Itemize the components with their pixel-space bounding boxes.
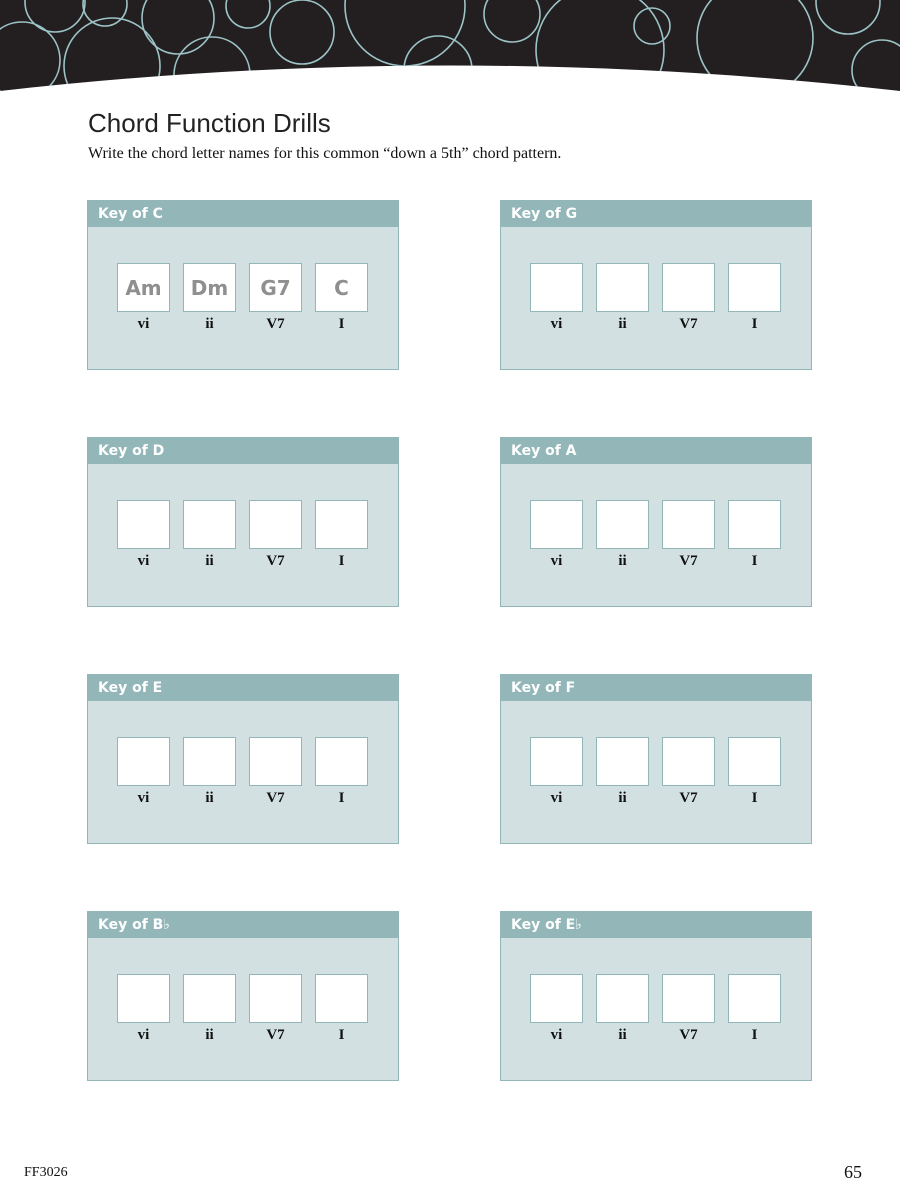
chord-slots	[530, 263, 781, 333]
drill-card-key-e	[87, 674, 399, 844]
chord-answer-box[interactable]	[596, 263, 649, 312]
chord-slot	[728, 737, 781, 807]
chord-answer-box[interactable]	[117, 974, 170, 1023]
function-label: vi	[137, 553, 150, 569]
function-label: vi	[137, 316, 150, 332]
chord-slot	[662, 263, 715, 333]
function-label: ii	[205, 790, 214, 806]
function-label: I	[338, 790, 345, 806]
function-label: vi	[550, 316, 563, 332]
chord-slots	[530, 737, 781, 807]
function-label: V7	[679, 316, 698, 332]
chord-answer-box[interactable]	[728, 500, 781, 549]
chord-answer-box[interactable]	[662, 974, 715, 1023]
function-label: I	[751, 553, 758, 569]
function-label: I	[338, 1027, 345, 1043]
function-label: V7	[266, 1027, 285, 1043]
function-label: ii	[205, 553, 214, 569]
chord-answer-box[interactable]	[249, 737, 302, 786]
chord-answer-box[interactable]	[662, 737, 715, 786]
function-label: V7	[266, 316, 285, 332]
function-label: V7	[266, 553, 285, 569]
chord-slot	[315, 263, 368, 333]
function-label: I	[338, 553, 345, 569]
chord-slots	[117, 737, 368, 807]
chord-slot	[249, 263, 302, 333]
chord-slot	[315, 974, 368, 1044]
chord-answer-box[interactable]	[530, 737, 583, 786]
function-label: ii	[618, 316, 627, 332]
function-label: V7	[266, 790, 285, 806]
function-label: V7	[679, 790, 698, 806]
decorative-header-band	[0, 0, 900, 100]
chord-slot	[662, 500, 715, 570]
chord-answer-box[interactable]	[530, 500, 583, 549]
chord-slots	[117, 263, 368, 333]
chord-slot	[728, 263, 781, 333]
function-label: V7	[679, 553, 698, 569]
chord-answer-box[interactable]	[183, 500, 236, 549]
function-label: vi	[550, 553, 563, 569]
function-label: I	[338, 316, 345, 332]
chord-slot	[530, 974, 583, 1044]
function-label: V7	[679, 1027, 698, 1043]
chord-slot	[530, 263, 583, 333]
function-label: vi	[137, 1027, 150, 1043]
chord-answer-box[interactable]	[249, 500, 302, 549]
chord-slot	[596, 263, 649, 333]
chord-slot	[117, 263, 170, 333]
drill-card-header: Key of C	[88, 201, 398, 227]
chord-answer-box[interactable]	[117, 737, 170, 786]
chord-answer-box[interactable]	[728, 737, 781, 786]
chord-slot	[530, 500, 583, 570]
chord-answer-box[interactable]	[596, 974, 649, 1023]
chord-answer-box[interactable]	[530, 263, 583, 312]
function-label: I	[751, 1027, 758, 1043]
drill-card-header: Key of D	[88, 438, 398, 464]
chord-slots	[530, 500, 781, 570]
chord-slot	[596, 974, 649, 1044]
function-label: ii	[618, 553, 627, 569]
chord-answer-box[interactable]: Am	[117, 263, 170, 312]
chord-slot	[183, 737, 236, 807]
chord-slot	[117, 974, 170, 1044]
drill-card-header: Key of A	[501, 438, 811, 464]
drill-card-key-e-flat	[500, 911, 812, 1081]
function-label: vi	[550, 790, 563, 806]
chord-slot	[596, 737, 649, 807]
function-label: vi	[137, 790, 150, 806]
chord-slot	[728, 500, 781, 570]
chord-answer-box[interactable]	[662, 500, 715, 549]
drill-card-header: Key of B♭	[88, 912, 398, 938]
chord-slot	[183, 974, 236, 1044]
drill-card-header: Key of F	[501, 675, 811, 701]
chord-answer-box[interactable]	[315, 737, 368, 786]
chord-answer-box[interactable]	[315, 500, 368, 549]
chord-slot	[183, 263, 236, 333]
chord-slots	[117, 500, 368, 570]
drill-card-key-g	[500, 200, 812, 370]
drill-card-key-c	[87, 200, 399, 370]
chord-answer-box[interactable]: Dm	[183, 263, 236, 312]
function-label: ii	[618, 1027, 627, 1043]
chord-slots	[530, 974, 781, 1044]
drill-card-key-b-flat	[87, 911, 399, 1081]
drill-card-key-f	[500, 674, 812, 844]
chord-slot	[662, 974, 715, 1044]
chord-answer-box[interactable]	[530, 974, 583, 1023]
chord-answer-box[interactable]	[183, 974, 236, 1023]
chord-answer-box[interactable]	[315, 974, 368, 1023]
function-label: ii	[618, 790, 627, 806]
function-label: ii	[205, 1027, 214, 1043]
chord-answer-box[interactable]	[728, 263, 781, 312]
chord-answer-box[interactable]	[596, 737, 649, 786]
chord-answer-box[interactable]	[596, 500, 649, 549]
function-label: I	[751, 316, 758, 332]
chord-slot	[249, 974, 302, 1044]
footer-product-code: FF3026	[24, 1165, 68, 1180]
chord-answer-box[interactable]	[662, 263, 715, 312]
function-label: ii	[205, 316, 214, 332]
drill-grid	[87, 200, 812, 1081]
chord-slot	[596, 500, 649, 570]
chord-answer-box[interactable]	[117, 500, 170, 549]
drill-card-header: Key of E♭	[501, 912, 811, 938]
chord-answer-box[interactable]	[183, 737, 236, 786]
chord-slot	[530, 737, 583, 807]
chord-slot	[315, 500, 368, 570]
drill-card-key-a	[500, 437, 812, 607]
page-title: Chord Function Drills	[88, 108, 331, 138]
chord-slot	[662, 737, 715, 807]
chord-answer-box[interactable]	[728, 974, 781, 1023]
chord-slot	[249, 500, 302, 570]
chord-slot	[117, 500, 170, 570]
page-instructions: Write the chord letter names for this common “down a 5th” chord pattern.	[88, 145, 562, 162]
chord-slot	[117, 737, 170, 807]
chord-slots	[117, 974, 368, 1044]
drill-card-key-d	[87, 437, 399, 607]
drill-card-header: Key of E	[88, 675, 398, 701]
chord-answer-box[interactable]: G7	[249, 263, 302, 312]
chord-answer-box[interactable]	[249, 974, 302, 1023]
drill-card-header: Key of G	[501, 201, 811, 227]
page-number: 65	[844, 1162, 862, 1182]
chord-slot	[315, 737, 368, 807]
chord-slot	[728, 974, 781, 1044]
chord-answer-box[interactable]: C	[315, 263, 368, 312]
chord-slot	[249, 737, 302, 807]
function-label: I	[751, 790, 758, 806]
chord-slot	[183, 500, 236, 570]
function-label: vi	[550, 1027, 563, 1043]
